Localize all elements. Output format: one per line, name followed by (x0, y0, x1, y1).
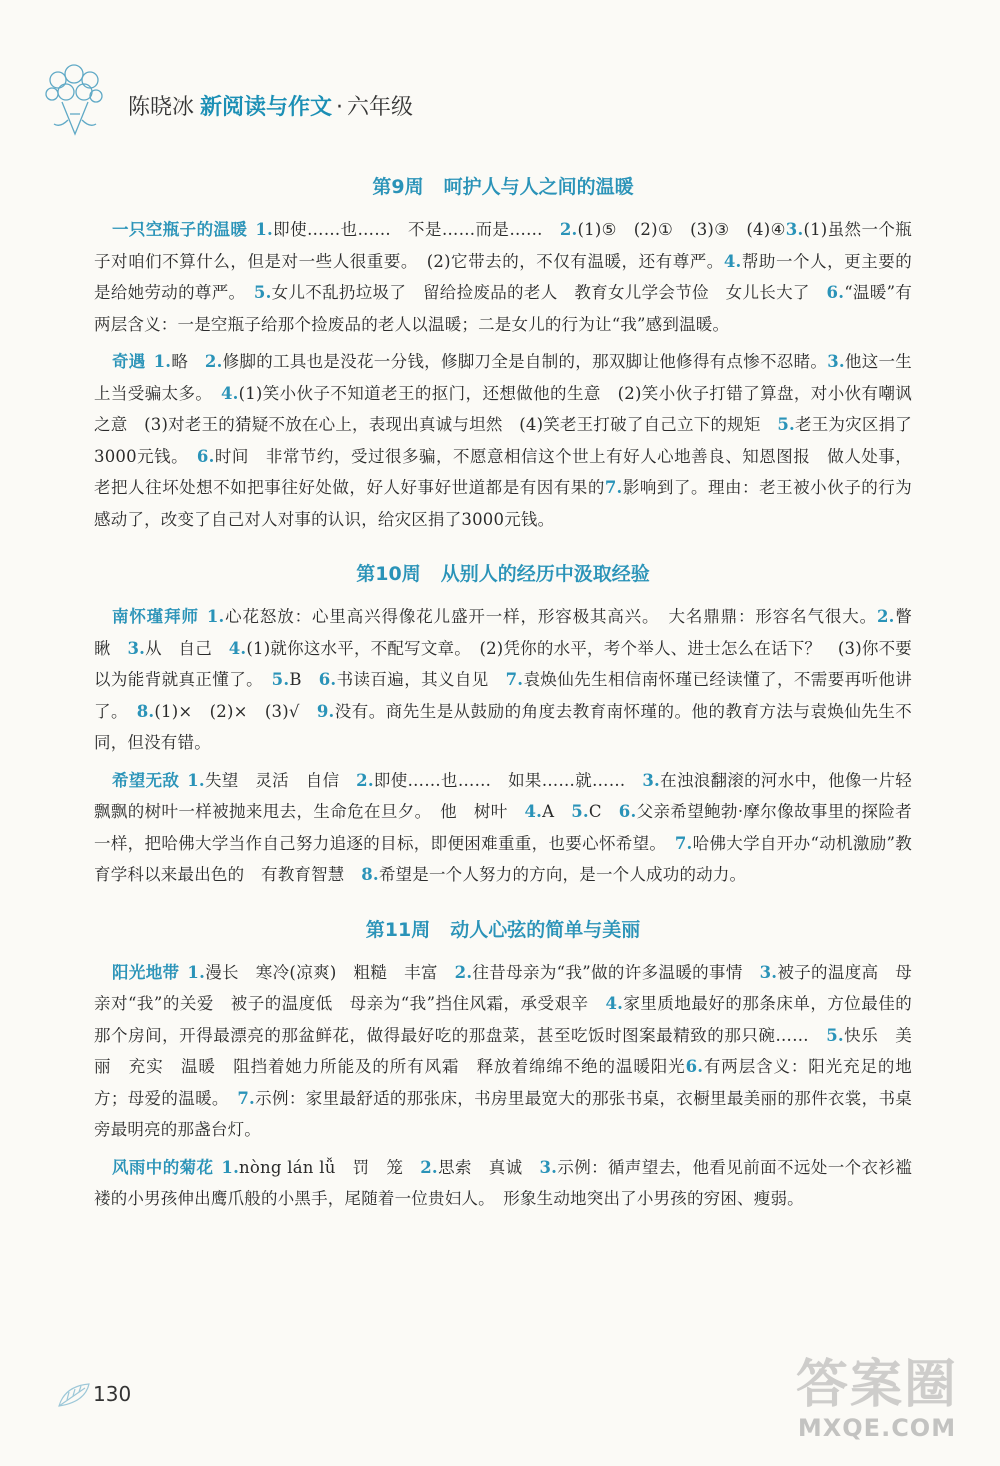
question-number: 1. (187, 770, 205, 790)
question-number: 1. (187, 962, 206, 982)
week-heading (94, 915, 912, 945)
answer-text: 影响到了。理由：老王被小伙子的行为感动了，改变了自己对人对事的认识，给灾区捐了3000元钱。 (94, 478, 913, 529)
question-number: 4. (605, 994, 624, 1013)
question-number: 6. (826, 283, 845, 302)
question-number: 6. (318, 670, 337, 689)
question-number: 4. (524, 802, 543, 821)
page-header (20, 58, 620, 148)
question-number: 4. (220, 383, 239, 403)
title-separator: · (336, 95, 344, 120)
answer-text: 示例：循声望去，他看见前面不远处一个衣衫褴褛的小男孩伸出鹰爪般的小黑手，尾随着一位贵妇人。 形象生动地突出了小男孩的穷困、瘦弱。 (94, 1157, 913, 1208)
answer-text: 略 (171, 352, 205, 371)
question-number: 3. (759, 962, 778, 982)
answer-section (94, 957, 912, 1146)
book-title-line (128, 90, 413, 121)
answer-text: (1)虽然一个瓶子对咱们不算什么，但是对一些人很重要。 (2)它带去的，不仅有温暖，还有尊严。 (94, 220, 912, 271)
answer-text: A (542, 802, 572, 821)
answer-section (94, 346, 912, 535)
answer-text: 没有。商先生是从鼓励的角度去教育南怀瑾的。他的教育方法与袁焕仙先生不同，但没有错。 (94, 701, 912, 752)
flower-bouquet-icon (30, 58, 120, 148)
answer-text: 漫长 寒冷(凉爽) 粗糙 丰富 (205, 962, 455, 982)
answer-section (94, 1152, 912, 1215)
section-title: 奇遇 (112, 352, 146, 371)
question-number: 3. (539, 1157, 558, 1177)
question-number: 2. (356, 770, 374, 790)
answer-text: 从 自己 (145, 638, 229, 658)
week-heading (94, 172, 912, 202)
author-name: 陈晓冰 (128, 95, 195, 120)
question-number: 1. (221, 1157, 240, 1177)
answer-text: 袁焕仙先生相信南怀瑾已经读懂了，不需要再听他讲了。 (94, 670, 913, 721)
answer-text: 快乐 美丽 充实 温暖 阻挡着她力所能及的所有风霜 释放着绵绵不绝的温暖阳光 (94, 1025, 912, 1076)
question-number: 8. (361, 865, 379, 884)
answer-content (94, 168, 929, 1221)
week-title: 动人心弦的简单与美丽 (450, 918, 641, 941)
section-title: 南怀瑾拜师 (112, 607, 199, 626)
page-footer (55, 1378, 195, 1418)
question-number: 2. (420, 1157, 438, 1177)
week-label: 第9周 (372, 176, 424, 198)
answer-text: 示例：家里最舒适的那张床，书房里最宽大的那张书桌，衣橱里最美丽的那件衣裳，书桌旁最明亮的那盏台灯。 (94, 1088, 912, 1139)
watermark-url: MXQE.COM (797, 1414, 957, 1442)
week-title: 从别人的经历中汲取经验 (440, 563, 650, 585)
answer-text: 哈佛大学自开办“动机激励”教育学科以来最出色的 有教育智慧 (94, 833, 913, 884)
section-title: 一只空瓶子的温暖 (112, 220, 248, 239)
question-number: 3. (642, 770, 660, 790)
question-number: 4. (228, 638, 247, 658)
answer-text: (1)笑小伙子不知道老王的抠门，还想做他的生意 (2)笑小伙子打错了算盘，对小伙有嘲讽之意 (3)对老王的猜疑不放在心上，表现出真诚与坦然 (4)笑老王打破了自己立下的规矩 (94, 383, 912, 434)
section-title: 风雨中的菊花 (112, 1157, 214, 1177)
week-label: 第11周 (365, 918, 431, 941)
question-number: 8. (136, 701, 155, 721)
answer-text: nòng lán lǚ 罚 笼 (239, 1157, 421, 1177)
answer-text: 他这一生上当受骗太多。 (94, 352, 912, 403)
answer-text: 修脚的工具也是没花一分钱，修脚刀全是自制的，那双脚让他修得有点惨不忍睹。 (222, 352, 828, 371)
week-label: 第10周 (356, 563, 421, 585)
answer-text: 思索 真诚 (437, 1157, 540, 1177)
answer-text: 书读百遍，其义自见 (336, 670, 506, 689)
question-number: 4. (723, 251, 742, 271)
answer-section (94, 601, 929, 759)
question-number: 5. (777, 415, 795, 434)
question-number: 3. (127, 638, 146, 658)
page-number: 130 (93, 1382, 132, 1406)
week-title: 呵护人与人之间的温暖 (443, 176, 634, 198)
answer-text: 失望 灵活 自信 (204, 770, 357, 790)
answer-text: 即使……也…… 如果……就…… (373, 770, 643, 790)
answer-text: 瞥 瞅 (94, 607, 929, 658)
answer-text: 女儿不乱扔垃圾了 留给捡废品的老人 教育女儿学会节俭 女儿长大了 (271, 283, 827, 302)
book-title: 新阅读与作文 (200, 95, 333, 120)
answer-text: (1)⑤ (2)① (3)③ (4)④ (577, 220, 786, 239)
week-heading (94, 559, 912, 589)
section-title: 希望无敌 (112, 770, 180, 790)
answer-text: 时间 非常节约，受过很多骗，不愿意相信这个世上有好人心地善良、知恩图报 做人处事，老把人往坏处想不如把事往好处做，好人好事好世道都是有因有果的 (94, 446, 913, 497)
answer-text: 希望是一个人努力的方向，是一个人成功的动力。 (378, 865, 747, 884)
answer-text: 即使……也…… 不是……而是…… (272, 220, 560, 239)
answer-text: “温暖”有两层含义：一是空瓶子给那个捡废品的老人以温暖；二是女儿的行为让“我”感到温暖。 (94, 283, 913, 334)
question-number: 7. (237, 1088, 256, 1108)
answer-section (94, 765, 912, 891)
answer-text: 父亲希望鲍勃·摩尔像故事里的探险者一样，把哈佛大学当作自己努力追逐的目标，即便困难重重，也要心怀希望。 (94, 802, 912, 853)
question-number: 5. (253, 283, 272, 302)
question-number: 6. (685, 1057, 704, 1076)
question-number: 5. (571, 802, 589, 821)
question-number: 2. (559, 220, 578, 239)
question-number: 1. (206, 607, 225, 626)
question-number: 5. (271, 670, 290, 689)
question-number: 2. (204, 352, 223, 371)
answer-text: 被子的温度高 母亲对“我”的关爱 被子的温度低 母亲为“我”挡住风霜，承受艰辛 (94, 962, 912, 1013)
answer-text: 帮助一个人，更主要的是给她劳动的尊严。 (94, 251, 912, 302)
answer-text: 老王为灾区捐了3000元钱。 (94, 415, 913, 466)
answer-text: 在浊浪翻滚的河水中，他像一片轻飘飘的树叶一样被抛来甩去，生命危在旦夕。 他 树叶 (94, 770, 912, 821)
answer-text: 往昔母亲为“我”做的许多温暖的事情 (472, 962, 760, 982)
leaf-icon (55, 1380, 95, 1410)
answer-text: 有两层含义：阳光充足的地方；母爱的温暖。 (94, 1057, 912, 1108)
question-number: 6. (196, 446, 215, 466)
watermark (782, 1356, 972, 1452)
answer-text: B (289, 670, 319, 689)
watermark-logo-text: 答案圈 (795, 1355, 958, 1415)
question-number: 1. (153, 352, 172, 371)
question-number: 6. (618, 802, 637, 821)
question-number: 3. (827, 352, 845, 371)
question-number: 2. (877, 607, 895, 626)
section-title: 阳光地带 (112, 962, 180, 982)
question-number: 7. (505, 670, 524, 689)
answer-text: C (588, 802, 619, 821)
question-number: 3. (785, 220, 804, 239)
question-number: 2. (454, 962, 473, 982)
answer-text: 心花怒放：心里高兴得像花儿盛开一样，形容极其高兴。 大名鼎鼎：形容名气很大。 (224, 607, 877, 626)
grade-label: 六年级 (347, 95, 414, 120)
question-number: 5. (826, 1025, 844, 1045)
answer-text: (1)就你这水平，不配写文章。 (2)凭你的水平，考个举人、进士怎么在话下？ (3)你不要以为能背就真正懂了。 (94, 638, 913, 689)
answer-text: 家里质地最好的那条床单，方位最佳的那个房间，开得最漂亮的那盆鲜花，做得最好吃的那盘菜，甚至吃饭时图案最精致的那只碗…… (94, 994, 912, 1045)
question-number: 7. (674, 833, 693, 853)
answer-text: (1)× (2)× (3)√ (154, 701, 317, 721)
question-number: 1. (255, 220, 273, 239)
answer-section (94, 214, 912, 340)
question-number: 9. (316, 701, 335, 721)
question-number: 7. (604, 478, 623, 497)
